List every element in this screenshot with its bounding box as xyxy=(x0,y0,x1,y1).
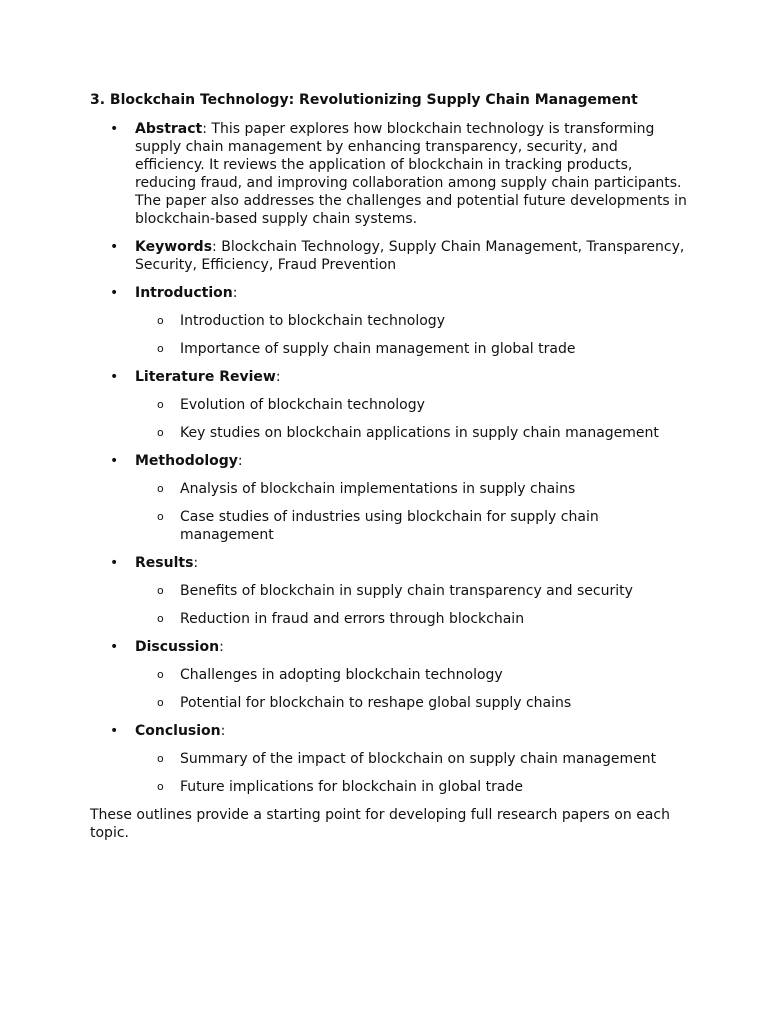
literature-review-sublist xyxy=(135,396,690,442)
bullet-icon: • xyxy=(110,369,119,385)
list-item-text: Case studies of industries using blockchain for supply chain management xyxy=(180,509,599,543)
list-item-text: Introduction to blockchain technology xyxy=(180,313,445,329)
introduction-colon: : xyxy=(232,285,238,301)
discussion-colon: : xyxy=(219,639,224,655)
sub-bullet-icon: o xyxy=(157,780,164,793)
sub-bullet-icon: o xyxy=(157,398,164,411)
methodology-colon: : xyxy=(237,453,243,469)
document-content xyxy=(90,91,690,842)
sub-bullet-icon: o xyxy=(157,612,164,625)
discussion-sublist xyxy=(135,666,690,712)
list-item xyxy=(135,694,690,712)
list-item-text: Benefits of blockchain in supply chain transparency and security xyxy=(180,583,633,599)
outline-item-methodology xyxy=(90,452,690,544)
outline-item-discussion xyxy=(90,638,690,712)
bullet-icon: • xyxy=(110,723,119,739)
list-item-text: Summary of the impact of blockchain on supply chain management xyxy=(180,751,657,767)
methodology-sublist xyxy=(135,480,690,544)
keywords-text: : Blockchain Technology, Supply Chain Management, Transparency, Security, Efficiency, Fraud Prevention xyxy=(135,239,685,273)
list-item-text: Potential for blockchain to reshape global supply chains xyxy=(180,695,572,711)
sub-bullet-icon: o xyxy=(157,696,164,709)
list-item-text: Future implications for blockchain in global trade xyxy=(180,779,523,795)
list-item xyxy=(135,750,690,768)
outline-item-abstract xyxy=(90,120,690,228)
methodology-label: Methodology xyxy=(135,453,238,469)
results-colon: : xyxy=(193,555,199,571)
bullet-icon: • xyxy=(110,285,119,301)
conclusion-label: Conclusion xyxy=(135,723,221,739)
list-item xyxy=(135,312,690,330)
list-item xyxy=(135,582,690,600)
outline-list xyxy=(90,120,690,796)
list-item-text: Evolution of blockchain technology xyxy=(180,397,425,413)
list-item xyxy=(135,666,690,684)
list-item-text: Reduction in fraud and errors through blockchain xyxy=(180,611,525,627)
abstract-label: Abstract xyxy=(135,121,203,137)
outline-item-introduction xyxy=(90,284,690,358)
sub-bullet-icon: o xyxy=(157,752,164,765)
list-item-text: Key studies on blockchain applications in supply chain management xyxy=(180,425,659,441)
literature-review-colon: : xyxy=(275,369,281,385)
keywords-label: Keywords xyxy=(135,239,213,255)
introduction-sublist xyxy=(135,312,690,358)
sub-bullet-icon: o xyxy=(157,510,164,523)
sub-bullet-icon: o xyxy=(157,482,164,495)
bullet-icon: • xyxy=(110,639,119,655)
sub-bullet-icon: o xyxy=(157,668,164,681)
sub-bullet-icon: o xyxy=(157,314,164,327)
list-item xyxy=(135,340,690,358)
list-item xyxy=(135,778,690,796)
sub-bullet-icon: o xyxy=(157,426,164,439)
bullet-icon: • xyxy=(110,239,119,255)
outline-item-results xyxy=(90,554,690,628)
discussion-label: Discussion xyxy=(135,639,220,655)
list-item xyxy=(135,480,690,498)
list-item xyxy=(135,508,690,544)
results-sublist xyxy=(135,582,690,628)
outline-item-literature-review xyxy=(90,368,690,442)
conclusion-sublist xyxy=(135,750,690,796)
list-item-text: Importance of supply chain management in global trade xyxy=(180,341,576,357)
literature-review-label: Literature Review xyxy=(135,369,276,385)
list-item-text: Analysis of blockchain implementations in supply chains xyxy=(180,481,576,497)
outline-item-conclusion xyxy=(90,722,690,796)
outline-item-keywords xyxy=(90,238,690,274)
conclusion-colon: : xyxy=(220,723,226,739)
section-title: 3. Blockchain Technology: Revolutionizing Supply Chain Management xyxy=(90,92,638,108)
sub-bullet-icon: o xyxy=(157,584,164,597)
introduction-label: Introduction xyxy=(135,285,233,301)
list-item-text: Challenges in adopting blockchain technology xyxy=(180,667,503,683)
bullet-icon: • xyxy=(110,121,119,137)
list-item xyxy=(135,610,690,628)
bullet-icon: • xyxy=(110,453,119,469)
bullet-icon: • xyxy=(110,555,119,571)
closing-paragraph: These outlines provide a starting point for developing full research papers on each topic. xyxy=(90,807,670,841)
list-item xyxy=(135,424,690,442)
sub-bullet-icon: o xyxy=(157,342,164,355)
results-label: Results xyxy=(135,555,194,571)
abstract-text: : This paper explores how blockchain technology is transforming supply chain management by enhancing transparency, security, and efficiency. It reviews the application of blockchain in tracking products, reducing fraud, and improving collaboration among supply chain participants. The paper also addresses the challenges and potential future developments in blockchain-based supply chain systems. xyxy=(135,121,687,227)
list-item xyxy=(135,396,690,414)
